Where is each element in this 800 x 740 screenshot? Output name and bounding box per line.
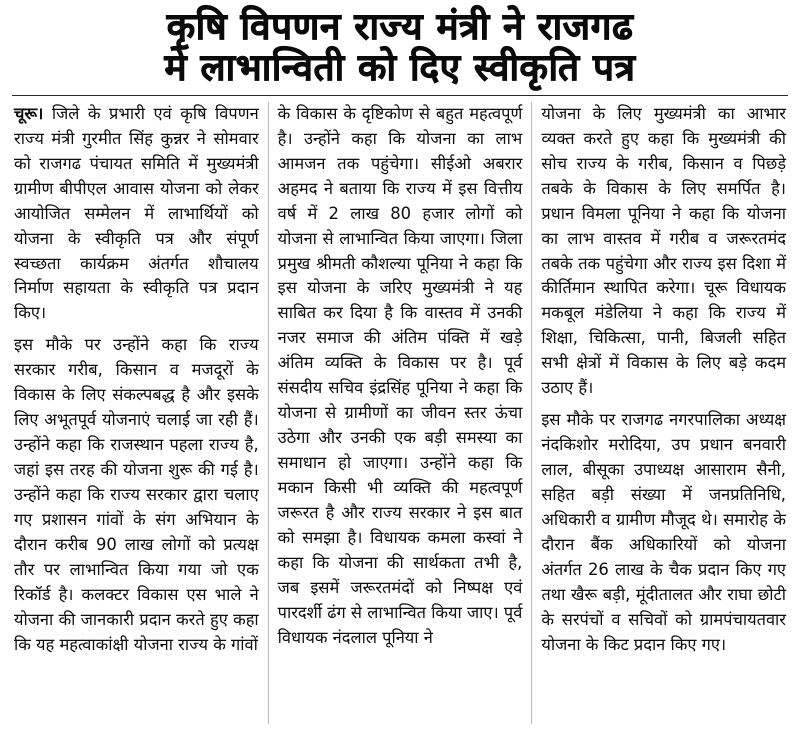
headline-line-2: मे लाभान्विती को दिए स्वीकृति पत्र	[164, 46, 636, 90]
headline-divider	[12, 95, 788, 96]
headline-line-1: कृषि विपणन राज्य मंत्री ने राजगढ	[166, 5, 634, 48]
article-paragraph: इस मौके पर राजगढ नगरपालिका अध्यक्ष नंदकिशोर मरोदिया, उप प्रधान बनवारी लाल, बीसूका उपाध्यक्ष आसाराम सैनी, सहित बड़ी संख्या में जनप्रतिनिधि, अधिकारी व ग्रामीण मौजूद थे। समारोह के दौरान बैंक अधिकारियों को योजना अंतर्गत 26 लाख के चैक प्रदान किए गए तथा खैरू बड़ी, मूंदीतालत और राघा छोटी के सरपंचों व सचिवों को ग्रामपंचायतवार योजना के किट प्रदान किए गए।	[541, 410, 787, 654]
article-paragraph: योजना के लिए मुख्यमंत्री का आभार व्यक्त करते हुए कहा कि मुख्यमंत्री की सोच राज्य के गरीब, किसान व पिछड़े तबके के विकास के लिए समर्पित है। प्रधान विमला पूनिया ने कहा कि योजना का लाभ वास्तव में गरीब व जरूरतमंद तबके तक पहुंचेगा और राज्य इस दिशा में कीर्तिमान स्थापित करेगा। चूरू विधायक मकबूल मंडेलिया ने कहा कि राज्य में शिक्षा, चिकित्सा, पानी, बिजली सहित सभी क्षेत्रों में विकास के लिए बड़े कदम उठाए हैं।	[541, 103, 787, 398]
article-column-2	[268, 102, 532, 724]
dateline: चूरू।	[14, 103, 44, 123]
article-paragraph: के विकास के दृष्टिकोण से बहुत महत्वपूर्ण है। उन्होंने कहा कि योजना का लाभ आमजन तक पहुंचेगा। सीईओ अबरार अहमद ने बताया कि राज्य में इस वित्तीय वर्ष में 2 लाख 80 हजार लोगों को योजना से लाभान्वित किया जाएगा। जिला प्रमुख श्रीमती कौशल्या पूनिया ने कहा कि इस योजना के जरिए मुख्यमंत्री ने यह साबित कर दिया है कि वास्तव में उनकी नजर समाज की अंतिम पंक्ति में खड़े अंतिम व्यक्ति के विकास पर है। पूर्व संसदीय सचिव इंद्रसिंह पूनिया ने कहा कि योजना से ग्रामीणों का जीवन स्तर ऊंचा उठेगा और उनकी एक बड़ी समस्या का समाधान हो जाएगा। उन्होंने कहा कि मकान किसी भी व्यक्ति की महत्वपूर्ण जरूरत है और राज्य सरकार ने इस बात को समझा है। विधायक कमला कस्वां ने कहा कि योजना की सार्थकता तभी है, जब इसमें जरूरतमंदों को निष्पक्ष एवं पारदर्शी ढंग से लाभान्वित किया जाए। पूर्व विधायक नंदलाल पूनिया ने	[277, 103, 523, 647]
paragraph-text: जिले के प्रभारी एवं कृषि विपणन राज्य मंत्री गुरमीत सिंह कुन्नर ने सोमवार को राजगढ पंचायत समिति में मुख्यमंत्री ग्रामीण बीपीएल आवास योजना को लेकर आयोजित सम्मेलन में लाभार्थियों को योजना के स्वीकृति पत्र और संपूर्ण स्वच्छता कार्यक्रम अंतर्गत शौचालय निर्माण सहायता के स्वीकृति पत्र प्रदान किए।	[14, 103, 259, 323]
article-columns	[10, 102, 790, 724]
article-column-1	[10, 102, 268, 724]
article-column-3	[531, 102, 790, 724]
page-title	[10, 6, 790, 89]
article-paragraph: इस मौके पर उन्होंने कहा कि राज्य सरकार गरीब, किसान व मजदूरों के विकास के लिए संकल्पबद्ध है और इसके लिए अभूतपूर्व योजनाएं चलाई जा रही हैं। उन्होंने कहा कि राजस्थान पहला राज्य है, जहां इस तरह की योजना शुरू की गई है। उन्होंने कहा कि राज्य सरकार द्वारा चलाए गए प्रशासन गांवों के संग अभियान के दौरान करीब 90 लाख लोगों को प्रत्यक्ष तौर पर लाभान्वित किया गया जो एक रिकॉर्ड है। कलक्टर विकास एस भाले ने योजना की जानकारी प्रदान करते हुए कहा कि यह महत्वाकांक्षी योजना राज्य के गांवों	[14, 335, 259, 654]
article-paragraph	[14, 102, 259, 326]
